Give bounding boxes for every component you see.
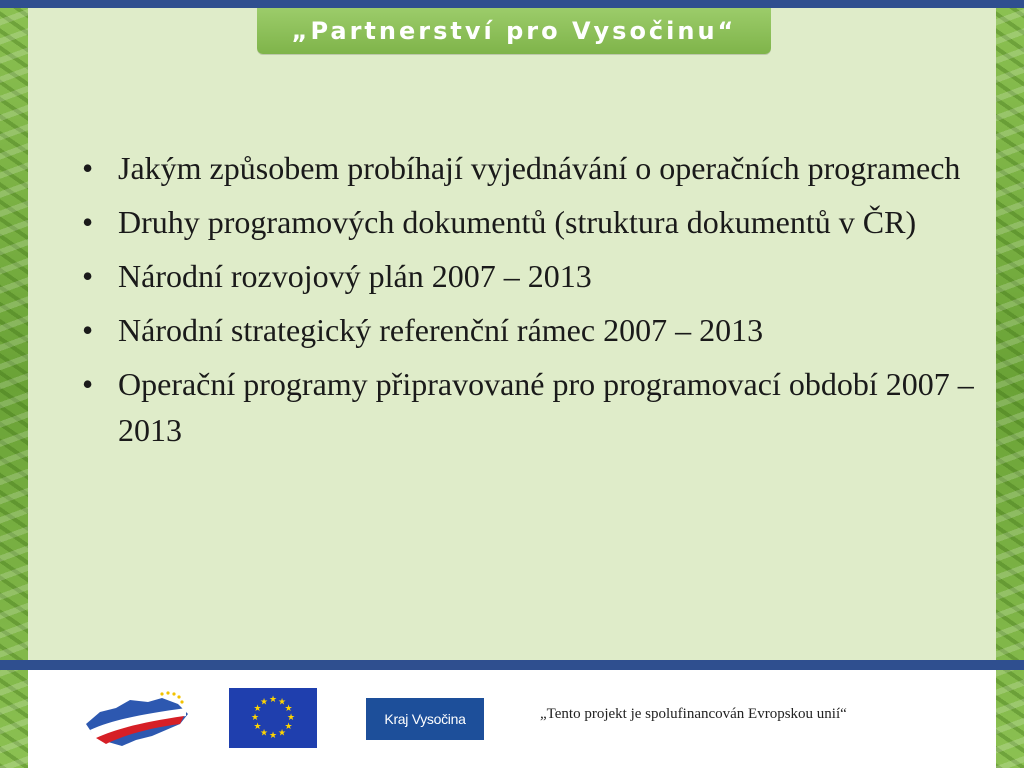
svg-text:★: ★ xyxy=(268,695,278,705)
czech-republic-logo-icon xyxy=(82,690,194,750)
kraj-logo-text: Kraj Vysočina xyxy=(384,711,466,727)
title-tab xyxy=(257,8,771,54)
bullet-item xyxy=(78,253,978,299)
bullet-item xyxy=(78,361,978,453)
bullet-text: Národní rozvojový plán 2007 – 2013 xyxy=(118,258,592,294)
svg-text:★: ★ xyxy=(277,728,287,739)
svg-text:★: ★ xyxy=(259,728,269,739)
eu-flag-icon xyxy=(229,688,317,748)
eu-funding-note: „Tento projekt je spolufinancován Evropskou unií“ xyxy=(540,706,847,722)
bullet-text: Národní strategický referenční rámec 2007 – 2013 xyxy=(118,312,764,348)
slide-header-title: „Partnerství pro Vysočinu“ xyxy=(291,17,737,45)
kraj-vysocina-logo xyxy=(366,698,484,740)
leaf-border-right xyxy=(996,0,1024,768)
bullet-list xyxy=(78,145,978,461)
bullet-item xyxy=(78,145,978,191)
svg-text:★: ★ xyxy=(253,704,262,714)
bullet-dot-icon: • xyxy=(82,312,94,348)
svg-text:★: ★ xyxy=(268,731,278,741)
bullet-text: Operační programy připravované pro programovací období 2007 – 2013 xyxy=(118,366,974,448)
svg-text:★: ★ xyxy=(284,704,293,714)
svg-text:★: ★ xyxy=(253,722,262,732)
bullet-dot-icon: • xyxy=(82,204,94,240)
bottom-divider xyxy=(0,660,1024,670)
bullet-text: Druhy programových dokumentů (struktura dokumentů v ČR) xyxy=(118,204,917,240)
bullet-dot-icon: • xyxy=(82,366,94,402)
svg-text:★: ★ xyxy=(277,697,287,708)
svg-text:★: ★ xyxy=(284,722,293,732)
bullet-dot-icon: • xyxy=(82,258,94,294)
top-divider xyxy=(0,0,1024,8)
bullet-dot-icon: • xyxy=(82,150,94,186)
bullet-text: Jakým způsobem probíhají vyjednávání o operačních programech xyxy=(118,150,961,186)
bullet-item xyxy=(78,199,978,245)
leaf-border-left xyxy=(0,0,28,768)
svg-text:★: ★ xyxy=(259,697,269,708)
svg-text:★: ★ xyxy=(286,713,296,723)
svg-text:★: ★ xyxy=(250,713,260,723)
bullet-item xyxy=(78,307,978,353)
